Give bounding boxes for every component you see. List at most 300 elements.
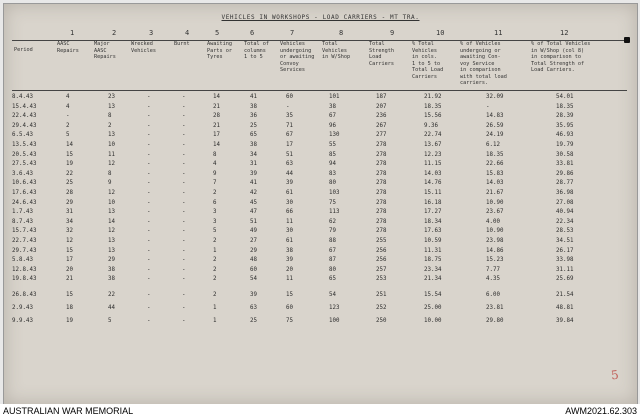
value-cell: 65 xyxy=(329,276,336,283)
value-cell: 28.77 xyxy=(556,180,574,187)
value-cell: 88 xyxy=(329,238,336,244)
value-cell: 18.35 xyxy=(486,151,504,158)
table-row xyxy=(4,132,637,142)
table-row xyxy=(4,152,637,162)
value-cell: - xyxy=(182,238,186,244)
value-cell: 22 xyxy=(108,292,115,298)
value-cell: 19 xyxy=(66,161,73,168)
value-cell: 24.19 xyxy=(486,132,504,139)
value-cell: 6.12 xyxy=(486,142,500,148)
value-cell: 22.66 xyxy=(486,161,504,168)
table-row xyxy=(4,142,637,152)
table-row xyxy=(4,305,637,315)
value-cell: - xyxy=(147,151,151,158)
value-cell: 13 xyxy=(108,103,115,110)
value-cell: - xyxy=(147,228,151,235)
value-cell: 67 xyxy=(286,132,293,139)
value-cell: 250 xyxy=(376,318,387,324)
value-cell: - xyxy=(182,132,186,139)
value-cell: 29 xyxy=(250,247,257,254)
value-cell: 12 xyxy=(108,161,115,168)
value-cell: 54.01 xyxy=(556,94,574,100)
value-cell: 278 xyxy=(376,228,387,235)
column-header: Period xyxy=(14,47,33,53)
value-cell: 30 xyxy=(286,228,293,235)
value-cell: 13 xyxy=(108,209,115,216)
value-cell: 36 xyxy=(250,113,257,120)
column-header: Burnt xyxy=(174,41,190,47)
period-cell: 29.7.43 xyxy=(12,247,37,254)
value-cell: 15 xyxy=(286,292,293,298)
table-row xyxy=(4,238,637,248)
table-row xyxy=(4,219,637,229)
value-cell: - xyxy=(182,103,186,110)
period-cell: 26.8.43 xyxy=(12,292,37,298)
value-cell: 28 xyxy=(213,113,220,120)
table-row xyxy=(4,276,637,286)
value-cell: 15.56 xyxy=(424,113,442,120)
value-cell: - xyxy=(147,94,151,100)
table-row xyxy=(4,318,637,328)
value-cell: - xyxy=(182,305,186,311)
table-row xyxy=(4,200,637,210)
value-cell: 15.54 xyxy=(424,292,442,298)
value-cell: 6.00 xyxy=(486,292,500,298)
table-row xyxy=(4,113,637,123)
period-cell: 17.6.43 xyxy=(12,190,37,196)
value-cell: - xyxy=(147,209,151,216)
period-cell: 22.7.43 xyxy=(12,238,37,244)
value-cell: 28.53 xyxy=(556,228,574,235)
value-cell: 15 xyxy=(66,247,73,254)
value-cell: 10.59 xyxy=(424,238,442,244)
value-cell: 7.77 xyxy=(486,266,500,273)
value-cell: 14.83 xyxy=(486,113,504,120)
value-cell: 29 xyxy=(66,199,73,206)
value-cell: - xyxy=(182,199,186,206)
value-cell: 4 xyxy=(66,94,70,100)
value-cell: 21.67 xyxy=(486,190,504,196)
value-cell: 38 xyxy=(250,103,257,110)
column-number: 11 xyxy=(494,29,503,37)
value-cell: 23 xyxy=(108,94,115,100)
value-cell: 41 xyxy=(250,94,257,100)
value-cell: 18.35 xyxy=(424,103,442,110)
value-cell: 75 xyxy=(329,199,336,206)
value-cell: 12 xyxy=(108,190,115,196)
column-header: Major AASC Repairs xyxy=(94,41,116,60)
period-cell: 27.5.43 xyxy=(12,161,37,168)
value-cell: 17 xyxy=(66,257,73,264)
value-cell: 256 xyxy=(376,257,387,264)
column-header: % of Total Vehicles in W/Shop (col 8) in comparison to Total Strength of Load Carriers. xyxy=(531,41,591,73)
value-cell: - xyxy=(147,305,151,311)
value-cell: 22 xyxy=(66,170,73,177)
value-cell: 33.81 xyxy=(556,161,574,168)
value-cell: 2 xyxy=(213,266,217,273)
value-cell: 38 xyxy=(329,103,336,110)
value-cell: - xyxy=(182,257,186,264)
value-cell: 14.76 xyxy=(424,180,442,187)
value-cell: 252 xyxy=(376,305,387,311)
value-cell: 19.79 xyxy=(556,142,574,148)
value-cell: 17 xyxy=(286,142,293,148)
value-cell: 51 xyxy=(250,218,257,225)
value-cell: - xyxy=(147,276,151,283)
value-cell: - xyxy=(182,161,186,168)
value-cell: 29.86 xyxy=(556,170,574,177)
table-row xyxy=(4,94,637,104)
value-cell: 87 xyxy=(329,257,336,264)
value-cell: 101 xyxy=(329,94,340,100)
table-row xyxy=(4,190,637,200)
value-cell: 25.69 xyxy=(556,276,574,283)
value-cell: - xyxy=(182,292,186,298)
period-cell: 9.9.43 xyxy=(12,318,33,324)
value-cell: 2 xyxy=(66,122,70,129)
value-cell: 23.34 xyxy=(424,266,442,273)
column-header: Awaiting Parts or Tyres xyxy=(207,41,232,60)
value-cell: 39.84 xyxy=(556,318,574,324)
value-cell: 29 xyxy=(108,257,115,264)
value-cell: 83 xyxy=(329,170,336,177)
value-cell: 103 xyxy=(329,190,340,196)
value-cell: 28 xyxy=(66,190,73,196)
column-header: Total Strength Load Carriers xyxy=(369,41,394,67)
value-cell: - xyxy=(182,318,186,324)
value-cell: 60 xyxy=(286,94,293,100)
value-cell: 255 xyxy=(376,238,387,244)
value-cell: 26.59 xyxy=(486,122,504,129)
value-cell: 278 xyxy=(376,142,387,148)
value-cell: 44 xyxy=(286,170,293,177)
value-cell: 18.75 xyxy=(424,257,442,264)
value-cell: 207 xyxy=(376,103,387,110)
value-cell: 26.17 xyxy=(556,247,574,254)
value-cell: 71 xyxy=(286,122,293,129)
value-cell: 49 xyxy=(250,228,257,235)
value-cell: 66 xyxy=(286,209,293,216)
value-cell: 5 xyxy=(213,228,217,235)
period-cell: 2.9.43 xyxy=(12,305,33,311)
column-number: 3 xyxy=(149,29,154,37)
value-cell: 60 xyxy=(286,305,293,311)
value-cell: 1 xyxy=(213,247,217,254)
value-cell: - xyxy=(147,142,151,148)
value-cell: 65 xyxy=(250,132,257,139)
value-cell: 34.51 xyxy=(556,238,574,244)
value-cell: 38 xyxy=(108,266,115,273)
value-cell: 11 xyxy=(286,276,293,283)
value-cell: 47 xyxy=(250,209,257,216)
footer-institution: AUSTRALIAN WAR MEMORIAL xyxy=(3,406,134,416)
value-cell: 22.34 xyxy=(556,218,574,225)
value-cell: 14 xyxy=(66,142,73,148)
value-cell: 7 xyxy=(213,180,217,187)
period-cell: 8.7.43 xyxy=(12,218,33,225)
column-number: 5 xyxy=(215,29,220,37)
value-cell: 11 xyxy=(286,218,293,225)
value-cell: 14 xyxy=(213,142,220,148)
pin-icon xyxy=(624,37,630,43)
value-cell: 16.18 xyxy=(424,199,442,206)
value-cell: 15 xyxy=(66,292,73,298)
margin-mark: 5 xyxy=(610,367,620,383)
value-cell: 15 xyxy=(66,151,73,158)
value-cell: 4.35 xyxy=(486,276,500,283)
value-cell: 12 xyxy=(108,228,115,235)
value-cell: 62 xyxy=(329,218,336,225)
value-cell: 20 xyxy=(286,266,293,273)
period-cell: 6.5.43 xyxy=(12,132,33,139)
value-cell: 34 xyxy=(66,218,73,225)
value-cell: 251 xyxy=(376,292,387,298)
value-cell: 187 xyxy=(376,94,387,100)
value-cell: 10 xyxy=(108,199,115,206)
column-number: 12 xyxy=(560,29,569,37)
period-cell: 15.7.43 xyxy=(12,228,37,235)
value-cell: 85 xyxy=(329,151,336,158)
value-cell: 80 xyxy=(329,180,336,187)
column-header: Wrecked Vehicles xyxy=(131,41,156,54)
value-cell: 48.81 xyxy=(556,305,574,311)
value-cell: - xyxy=(147,170,151,177)
column-number: 8 xyxy=(339,29,344,37)
value-cell: 278 xyxy=(376,180,387,187)
value-cell: 21 xyxy=(213,103,220,110)
value-cell: 60 xyxy=(250,266,257,273)
value-cell: 278 xyxy=(376,209,387,216)
value-cell: 38 xyxy=(108,276,115,283)
value-cell: - xyxy=(147,266,151,273)
value-cell: - xyxy=(182,247,186,254)
period-cell: 15.4.43 xyxy=(12,103,37,110)
value-cell: 44 xyxy=(108,305,115,311)
value-cell: 130 xyxy=(329,132,340,139)
value-cell: - xyxy=(182,228,186,235)
value-cell: - xyxy=(147,180,151,187)
value-cell: 3 xyxy=(213,218,217,225)
value-cell: 40.94 xyxy=(556,209,574,216)
value-cell: - xyxy=(147,257,151,264)
period-cell: 5.8.43 xyxy=(12,257,33,264)
header-rule-bottom xyxy=(12,90,627,91)
value-cell: 32 xyxy=(66,228,73,235)
value-cell: 15.11 xyxy=(424,190,442,196)
value-cell: 11.15 xyxy=(424,161,442,168)
value-cell: 2 xyxy=(213,257,217,264)
value-cell: - xyxy=(147,103,151,110)
value-cell: 21.92 xyxy=(424,94,442,100)
value-cell: 1 xyxy=(213,305,217,311)
column-numbers xyxy=(4,29,637,39)
value-cell: 31 xyxy=(250,161,257,168)
value-cell: 11 xyxy=(108,151,115,158)
value-cell: 61 xyxy=(286,238,293,244)
column-number: 6 xyxy=(250,29,255,37)
value-cell: 18 xyxy=(66,305,73,311)
value-cell: 39 xyxy=(286,180,293,187)
value-cell: 278 xyxy=(376,170,387,177)
value-cell: 2 xyxy=(108,122,112,129)
value-cell: 13.67 xyxy=(424,142,442,148)
value-cell: 21 xyxy=(66,276,73,283)
value-cell: - xyxy=(147,122,151,129)
value-cell: 96 xyxy=(329,122,336,129)
value-cell: 67 xyxy=(329,247,336,254)
table-row xyxy=(4,180,637,190)
value-cell: 2 xyxy=(213,190,217,196)
table-row xyxy=(4,292,637,302)
value-cell: 30 xyxy=(286,199,293,206)
table-row xyxy=(4,171,637,181)
archive-footer xyxy=(0,404,640,419)
value-cell: 6 xyxy=(213,199,217,206)
value-cell: 23.98 xyxy=(486,238,504,244)
period-cell: 8.4.43 xyxy=(12,94,33,100)
value-cell: - xyxy=(182,209,186,216)
value-cell: - xyxy=(182,170,186,177)
period-cell: 22.4.43 xyxy=(12,113,37,120)
value-cell: 54 xyxy=(329,292,336,298)
value-cell: 13 xyxy=(108,247,115,254)
period-cell: 3.6.43 xyxy=(12,170,33,177)
value-cell: 31.11 xyxy=(556,266,574,273)
value-cell: 12.23 xyxy=(424,151,442,158)
value-cell: 27.08 xyxy=(556,199,574,206)
value-cell: 55 xyxy=(329,142,336,148)
value-cell: 94 xyxy=(329,161,336,168)
value-cell: 63 xyxy=(286,161,293,168)
value-cell: 25 xyxy=(250,318,257,324)
value-cell: 267 xyxy=(376,122,387,129)
value-cell: 51 xyxy=(286,151,293,158)
column-header: % Total Vehicles in cols. 1 to 5 to Total Load Carriers xyxy=(412,41,444,80)
value-cell: 4 xyxy=(66,103,70,110)
value-cell: 25 xyxy=(66,180,73,187)
value-cell: 13 xyxy=(108,238,115,244)
value-cell: 75 xyxy=(286,318,293,324)
value-cell: 113 xyxy=(329,209,340,216)
value-cell: 33.98 xyxy=(556,257,574,264)
value-cell: 36.98 xyxy=(556,190,574,196)
value-cell: - xyxy=(147,190,151,196)
period-cell: 10.6.43 xyxy=(12,180,37,187)
value-cell: 23.81 xyxy=(486,305,504,311)
period-cell: 24.6.43 xyxy=(12,199,37,206)
period-cell: 13.5.43 xyxy=(12,142,37,148)
value-cell: 4.00 xyxy=(486,218,500,225)
value-cell: 61 xyxy=(286,190,293,196)
table-row xyxy=(4,161,637,171)
value-cell: - xyxy=(147,161,151,168)
value-cell: 45 xyxy=(250,199,257,206)
value-cell: 28.39 xyxy=(556,113,574,120)
value-cell: 32.09 xyxy=(486,94,504,100)
table-row xyxy=(4,104,637,114)
value-cell: 17.63 xyxy=(424,228,442,235)
value-cell: - xyxy=(182,151,186,158)
value-cell: 10.90 xyxy=(486,228,504,235)
value-cell: 80 xyxy=(329,266,336,273)
column-number: 4 xyxy=(185,29,190,37)
value-cell: 17.27 xyxy=(424,209,442,216)
value-cell: 19 xyxy=(66,318,73,324)
value-cell: 10.90 xyxy=(486,199,504,206)
value-cell: 11.31 xyxy=(424,247,442,254)
value-cell: 38 xyxy=(286,247,293,254)
column-number: 1 xyxy=(70,29,75,37)
value-cell: 2 xyxy=(213,276,217,283)
period-cell: 19.8.43 xyxy=(12,276,37,283)
value-cell: 1 xyxy=(213,318,217,324)
value-cell: 18.34 xyxy=(424,218,442,225)
value-cell: 10.00 xyxy=(424,318,442,324)
value-cell: 25.00 xyxy=(424,305,442,311)
value-cell: 2 xyxy=(213,238,217,244)
value-cell: 38 xyxy=(250,142,257,148)
value-cell: 123 xyxy=(329,305,340,311)
value-cell: 23.67 xyxy=(486,209,504,216)
value-cell: - xyxy=(147,113,151,120)
value-cell: 31 xyxy=(66,209,73,216)
table-row xyxy=(4,209,637,219)
value-cell: 29.80 xyxy=(486,318,504,324)
value-cell: - xyxy=(147,292,151,298)
column-number: 7 xyxy=(290,29,295,37)
value-cell: - xyxy=(147,238,151,244)
value-cell: 41 xyxy=(250,180,257,187)
value-cell: 22.74 xyxy=(424,132,442,139)
value-cell: - xyxy=(286,103,290,110)
value-cell: - xyxy=(182,276,186,283)
value-cell: 39 xyxy=(250,170,257,177)
value-cell: - xyxy=(182,94,186,100)
value-cell: 9 xyxy=(213,170,217,177)
value-cell: 25 xyxy=(250,122,257,129)
value-cell: - xyxy=(147,247,151,254)
table-row xyxy=(4,257,637,267)
value-cell: - xyxy=(147,199,151,206)
value-cell: - xyxy=(182,122,186,129)
value-cell: 42 xyxy=(250,190,257,196)
value-cell: 14 xyxy=(108,218,115,225)
value-cell: 15.23 xyxy=(486,257,504,264)
value-cell: 236 xyxy=(376,113,387,120)
value-cell: 21.34 xyxy=(424,276,442,283)
value-cell: 8 xyxy=(213,151,217,158)
value-cell: 20 xyxy=(66,266,73,273)
column-header: Vehicles undergoing or awaiting Convoy Services xyxy=(280,41,315,73)
value-cell: 21 xyxy=(213,122,220,129)
column-header: % of Vehicles undergoing or awaiting Con- voy Service in comparison with total load carriers. xyxy=(460,41,507,86)
value-cell: 8 xyxy=(108,170,112,177)
value-cell: 9.36 xyxy=(424,122,438,129)
column-headers xyxy=(4,41,637,96)
value-cell: 278 xyxy=(376,199,387,206)
value-cell: - xyxy=(147,132,151,139)
value-cell: 34 xyxy=(250,151,257,158)
value-cell: - xyxy=(66,113,70,120)
value-cell: 48 xyxy=(250,257,257,264)
table-row xyxy=(4,248,637,258)
column-header: Total Vehicles in W/Shop xyxy=(322,41,351,60)
value-cell: 15.83 xyxy=(486,170,504,177)
value-cell: 21.54 xyxy=(556,292,574,298)
document-sheet xyxy=(3,3,638,405)
column-number: 10 xyxy=(436,29,445,37)
table-row xyxy=(4,123,637,133)
